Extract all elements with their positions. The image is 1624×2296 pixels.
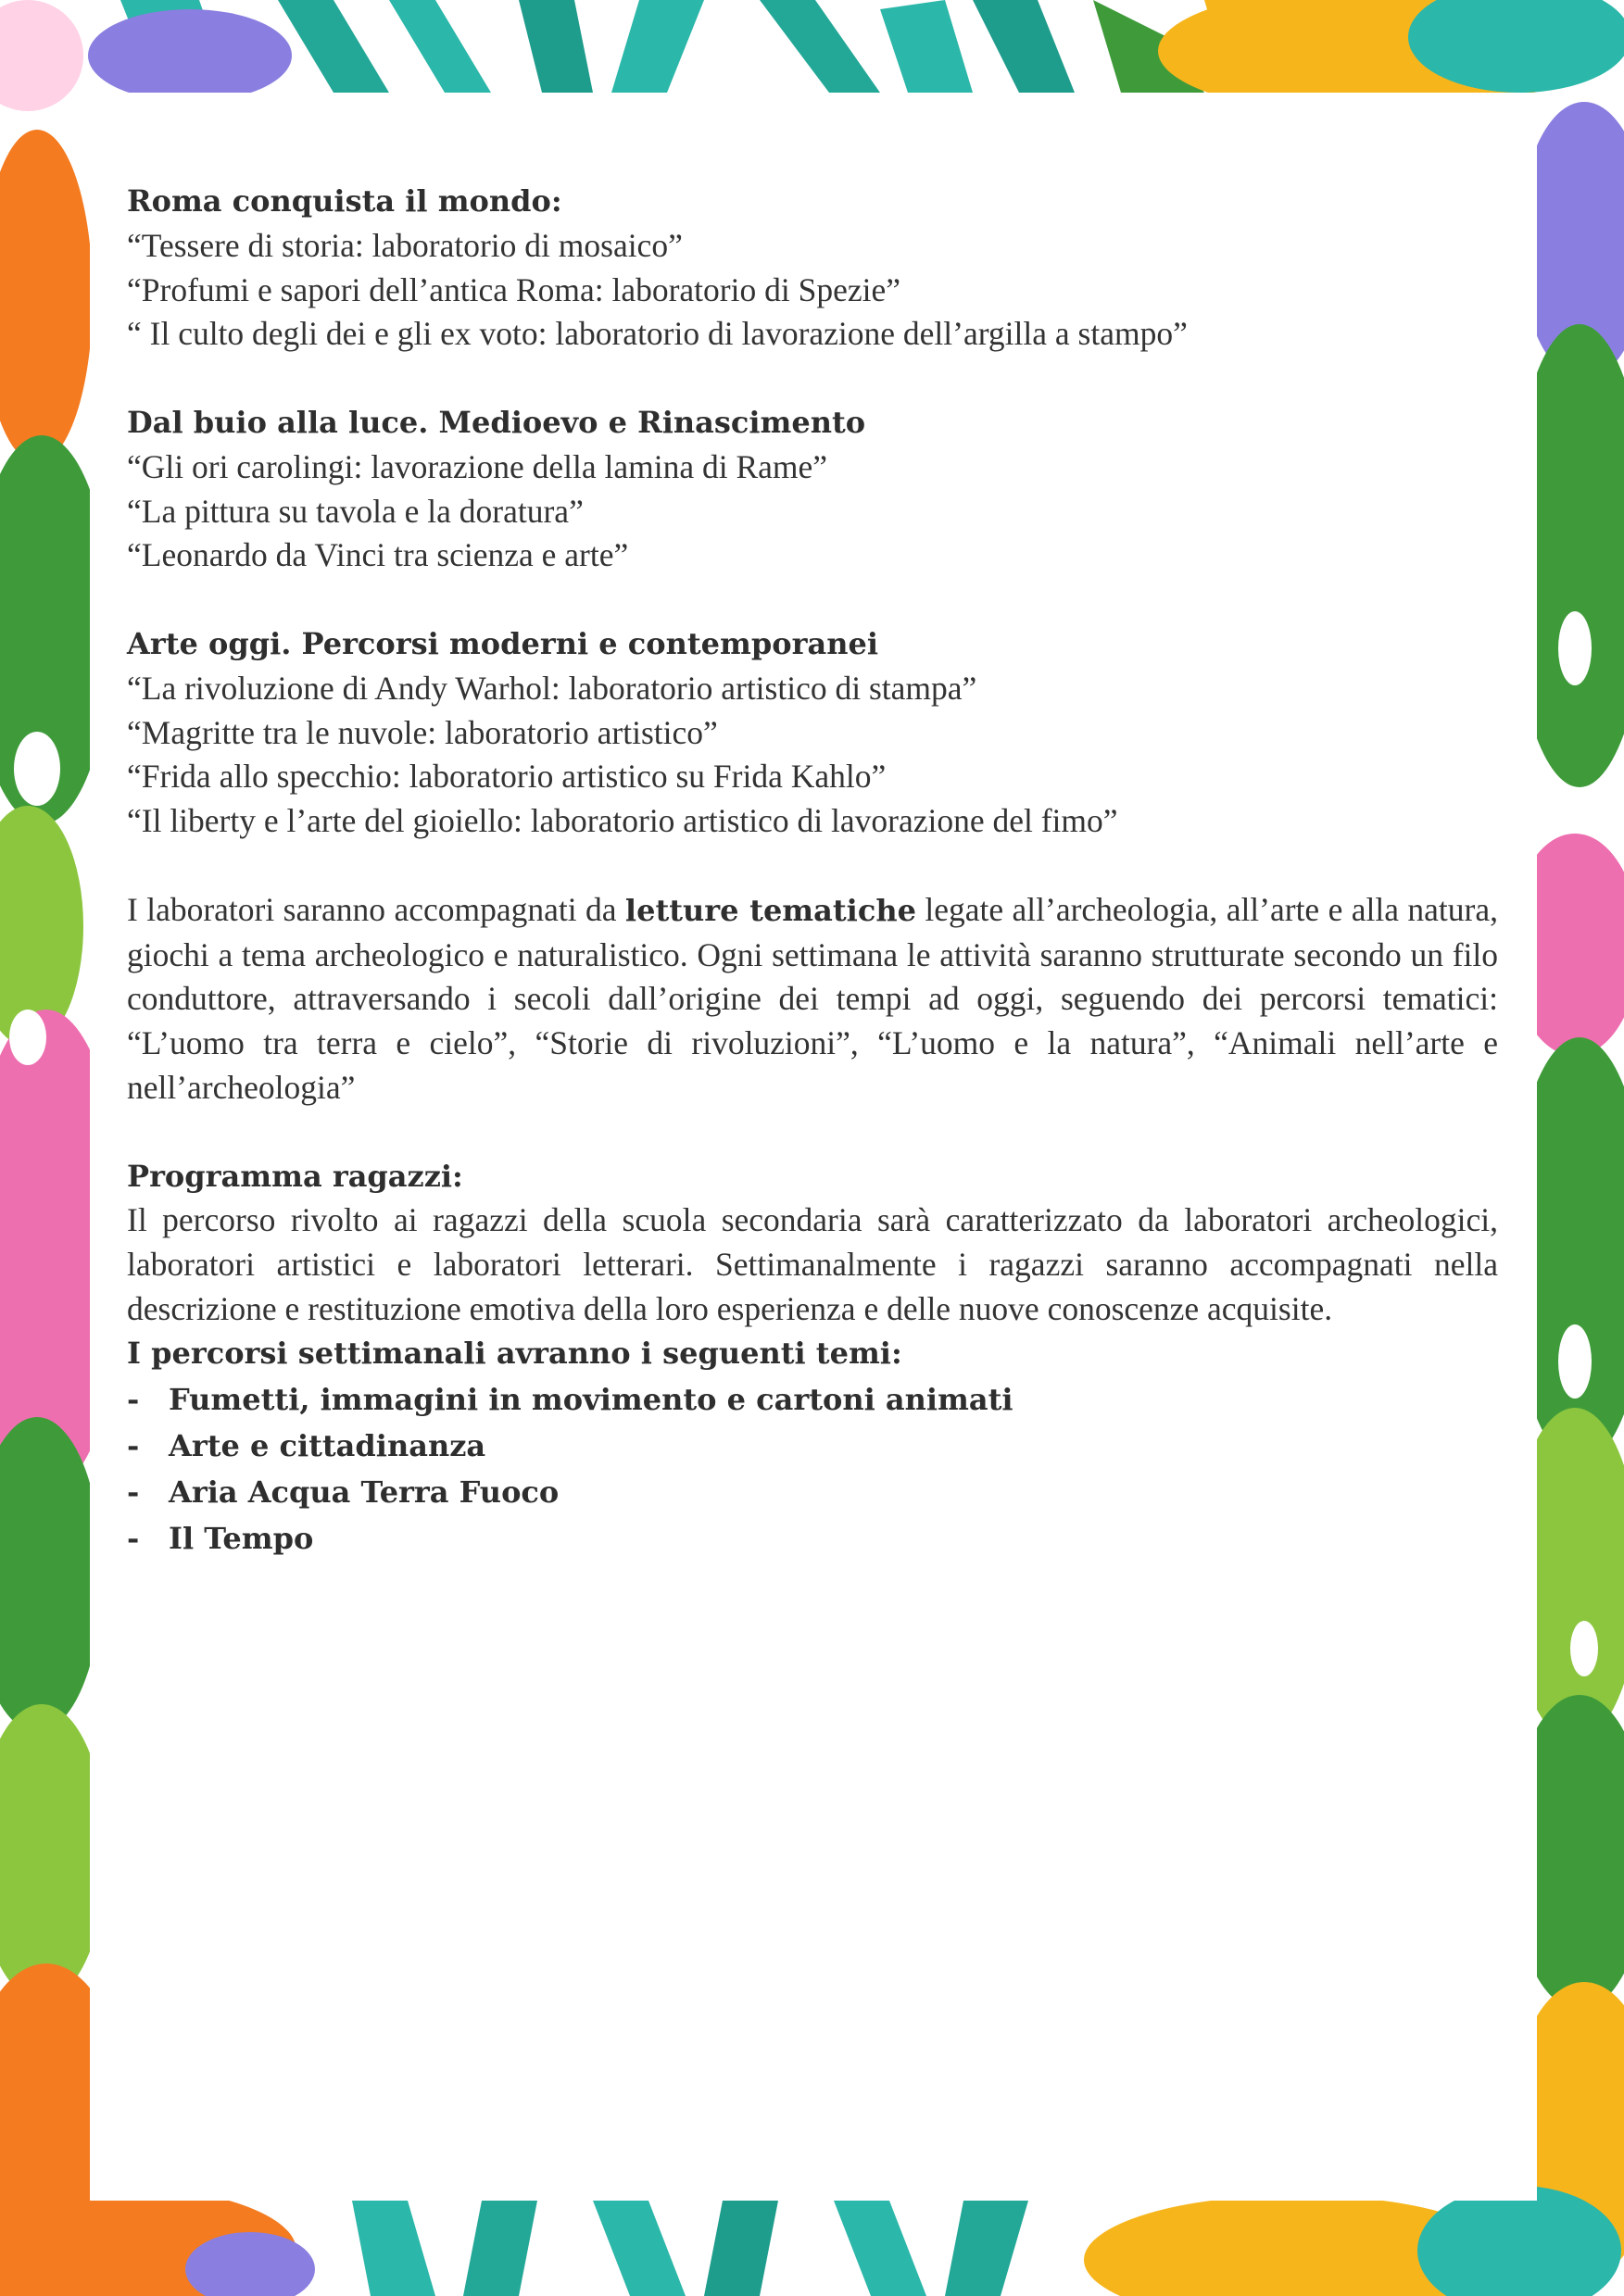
bullet-dash: -	[127, 1474, 140, 1510]
themes-list	[127, 1376, 1498, 1562]
section-heading: Roma conquista il mondo:	[127, 183, 562, 219]
workshop-line: “ Il culto degli dei e gli ex voto: laboratorio di lavorazione dell’argilla a stampo”	[127, 315, 1188, 353]
theme-label: Il Tempo	[169, 1520, 314, 1556]
bottom-leaves-decoration	[0, 2186, 1621, 2296]
program-heading: Programma ragazzi:	[127, 1158, 463, 1194]
workshop-line: “La pittura su tavola e la doratura”	[127, 492, 584, 530]
section-arte-oggi	[127, 622, 1498, 844]
intro-paragraph	[127, 888, 1498, 1110]
workshop-line: “Il liberty e l’arte del gioiello: laboratorio artistico di lavorazione del fimo”	[127, 802, 1118, 840]
list-item	[127, 1469, 1498, 1515]
intro-text-start: I laboratori saranno accompagnati da	[127, 890, 625, 928]
intro-bold-text: letture tematiche	[624, 892, 916, 928]
bullet-dash: -	[127, 1520, 140, 1556]
workshop-line: “Tessere di storia: laboratorio di mosaico”	[127, 226, 683, 264]
workshop-line: “La rivoluzione di Andy Warhol: laboratorio artistico di stampa”	[127, 669, 977, 707]
workshop-line: “Frida allo specchio: laboratorio artistico su Frida Kahlo”	[127, 758, 887, 796]
list-item	[127, 1376, 1498, 1423]
intro-text-end: legate all’archeologia, all’arte e alla natura, giochi a tema archeologico e naturalistico. Ogni settimana le attività saranno strutturate secondo un filo conduttore, attraversando i secoli dall’origine dei tempi ad oggi, seguendo dei percorsi tematici: “L’uomo tra terra e cielo”, “Storie di rivoluzioni”, “L’uomo e la natura”, “Animali nell’arte e nell’archeologia”	[127, 890, 1499, 1106]
list-item	[127, 1515, 1498, 1562]
section-heading: Arte oggi. Percorsi moderni e contemporanei	[127, 625, 878, 661]
section-medioevo	[127, 401, 1498, 578]
bullet-dash: -	[127, 1427, 140, 1463]
workshop-line: “Leonardo da Vinci tra scienza e arte”	[127, 536, 629, 574]
program-paragraph: Il percorso rivolto ai ragazzi della scuola secondaria sarà caratterizzato da laboratori archeologici, laboratori artistici e laboratori letterari. Settimanalmente i ragazzi saranno accompagnati nella descrizione e restituzione emotiva della loro esperienza e delle nuove conoscenze acquisite.	[127, 1201, 1498, 1327]
program-section	[127, 1155, 1498, 1562]
section-roma	[127, 180, 1498, 357]
theme-label: Fumetti, immagini in movimento e cartoni animati	[169, 1381, 1013, 1417]
section-heading: Dal buio alla luce. Medioevo e Rinascimento	[127, 404, 866, 440]
workshop-line: “Profumi e sapori dell’antica Roma: laboratorio di Spezie”	[127, 270, 900, 308]
bullet-dash: -	[127, 1381, 140, 1417]
list-item	[127, 1423, 1498, 1469]
theme-label: Arte e cittadinanza	[169, 1427, 486, 1463]
document-content	[127, 180, 1498, 1562]
workshop-line: “Gli ori carolingi: lavorazione della lamina di Rame”	[127, 447, 828, 485]
theme-label: Aria Acqua Terra Fuoco	[169, 1474, 560, 1510]
themes-heading: I percorsi settimanali avranno i seguenti temi:	[127, 1335, 902, 1371]
workshop-line: “Magritte tra le nuvole: laboratorio artistico”	[127, 713, 718, 751]
